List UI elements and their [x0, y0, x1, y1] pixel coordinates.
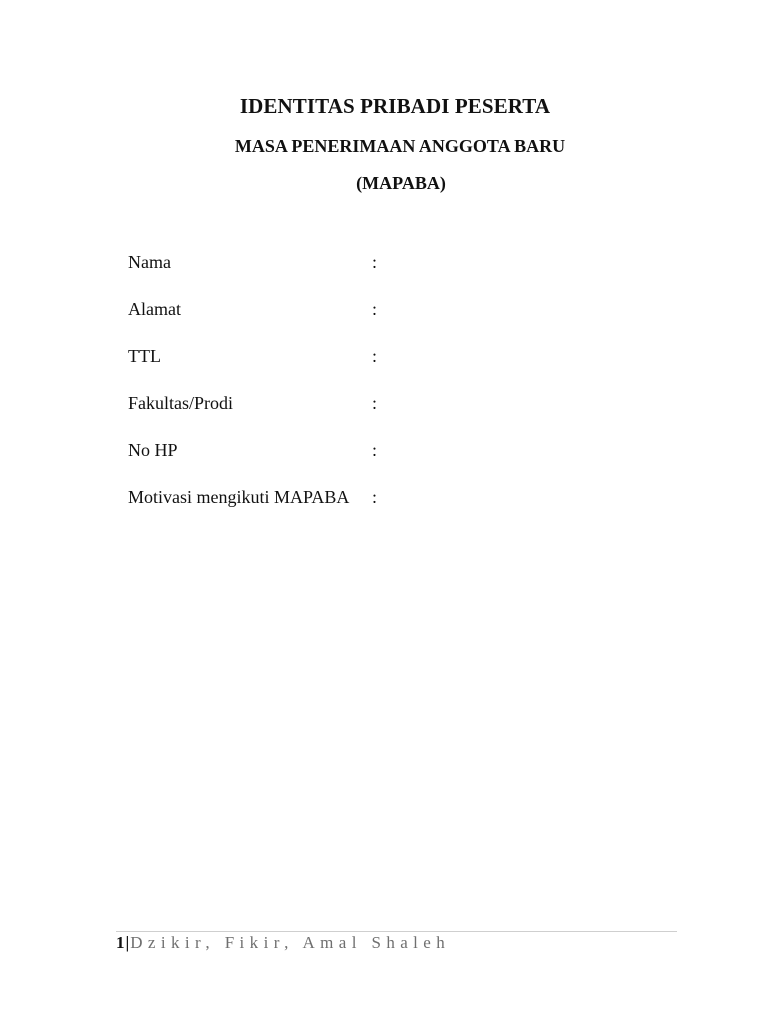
field-label: Fakultas/Prodi [128, 393, 234, 413]
field-no-hp [128, 440, 628, 487]
field-label: TTL [128, 346, 161, 366]
document-subtitle: MASA PENERIMAAN ANGGOTA BARU [234, 136, 566, 156]
footer-separator: | [125, 933, 130, 952]
field-colon: : [372, 299, 378, 319]
field-colon: : [372, 440, 378, 460]
field-fakultas-prodi [128, 393, 628, 440]
field-motivasi [128, 487, 628, 534]
document-acronym: (MAPABA) [356, 173, 446, 193]
field-label: No HP [128, 440, 178, 460]
field-colon: : [372, 487, 378, 507]
field-colon: : [372, 346, 378, 366]
page-number: 1 [116, 933, 125, 952]
field-label: Nama [128, 252, 171, 272]
document-title: IDENTITAS PRIBADI PESERTA [239, 94, 551, 118]
field-alamat [128, 299, 628, 346]
field-label: Alamat [128, 299, 181, 319]
field-colon: : [372, 252, 378, 272]
field-colon: : [372, 393, 378, 413]
page-footer [116, 933, 450, 953]
field-nama [128, 252, 628, 299]
field-ttl [128, 346, 628, 393]
footer-divider [116, 931, 677, 932]
footer-motto: Dzikir, Fikir, Amal Shaleh [130, 933, 451, 952]
identity-form [128, 252, 628, 534]
field-label: Motivasi mengikuti MAPABA [128, 487, 350, 507]
